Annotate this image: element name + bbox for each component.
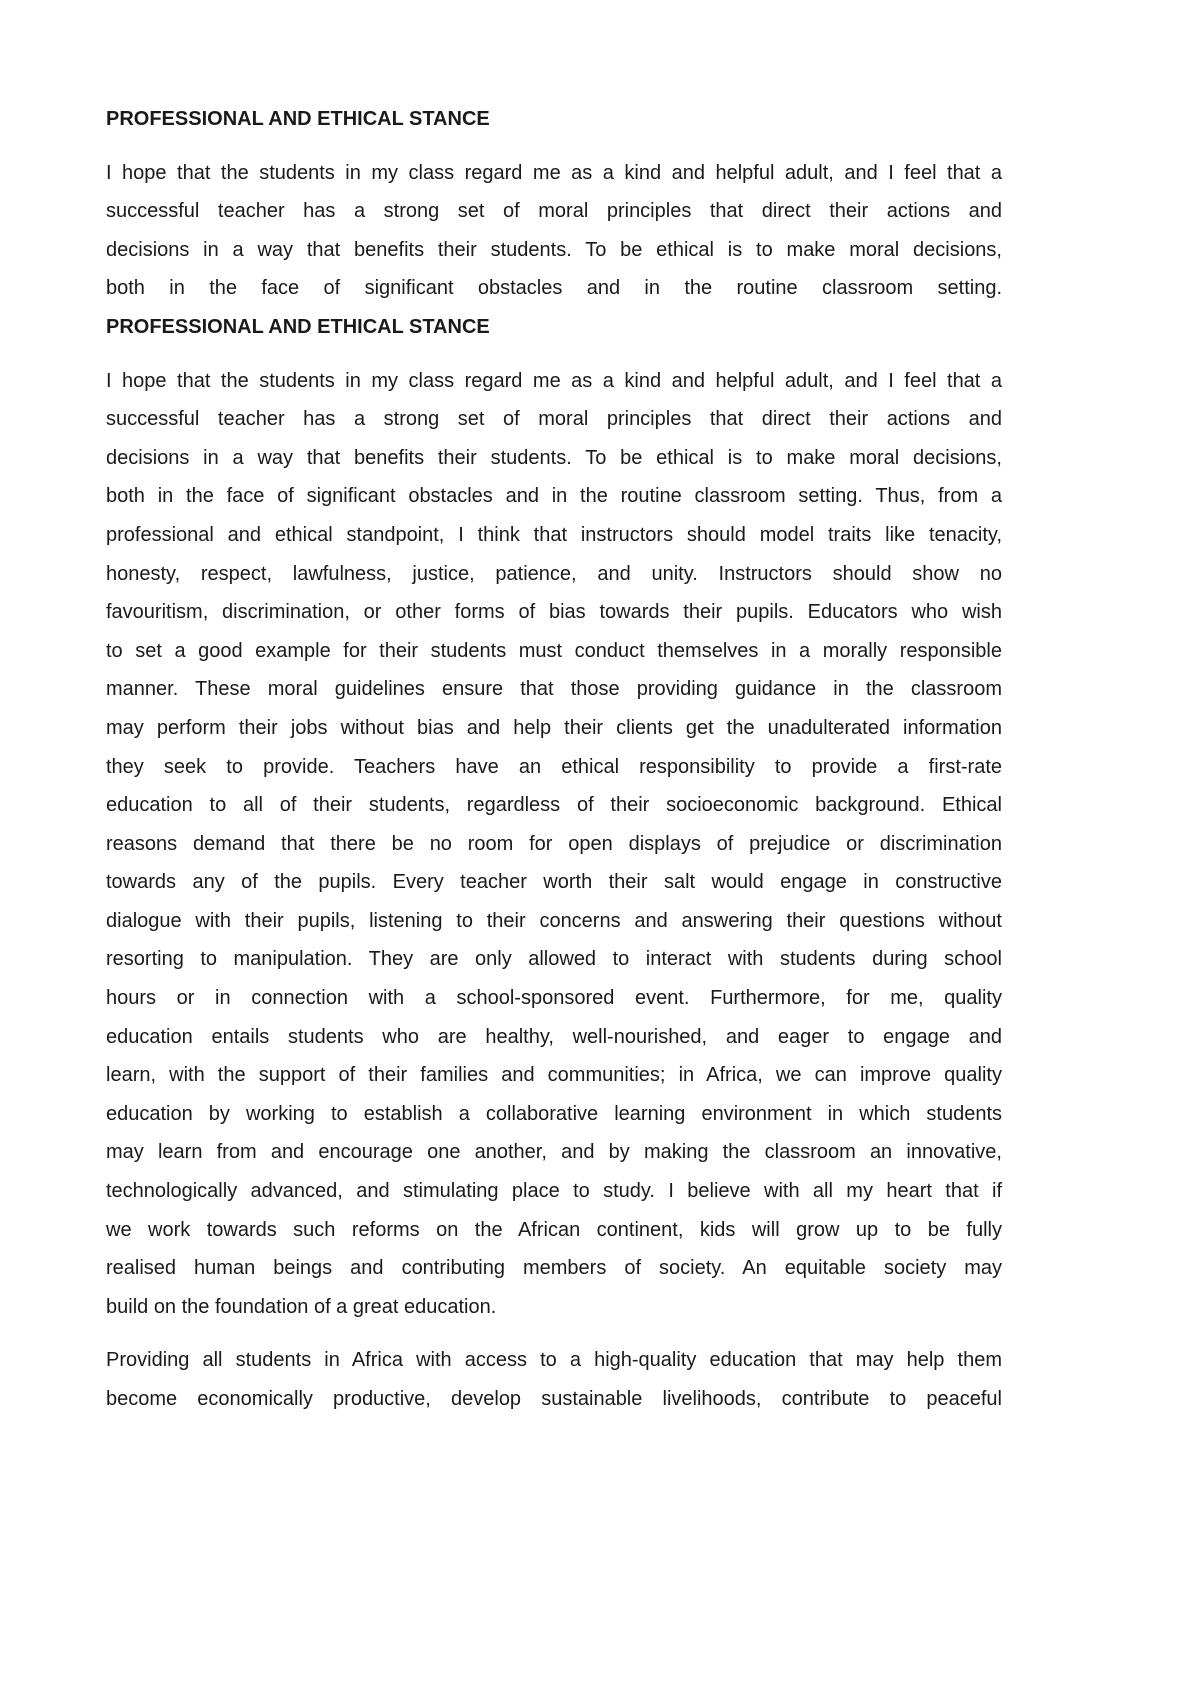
text-line: favouritism, discrimination, or other forms of bias towards their pupils. Educators who wish <box>106 601 1002 624</box>
paragraph <box>106 1341 1002 1418</box>
text-line: learn, with the support of their families and communities; in Africa, we can improve quality <box>106 1064 1002 1087</box>
spacer <box>106 347 1002 362</box>
text-line: technologically advanced, and stimulating place to study. I believe with all my heart that if <box>106 1180 1002 1203</box>
text-line: may perform their jobs without bias and help their clients get the unadulterated information <box>106 716 1002 739</box>
text-line: dialogue with their pupils, listening to their concerns and answering their questions without <box>106 909 1002 932</box>
text-line: manner. These moral guidelines ensure that those providing guidance in the classroom <box>106 678 1002 701</box>
paragraph <box>106 154 1002 308</box>
text-line: education by working to establish a collaborative learning environment in which students <box>106 1102 1002 1125</box>
document-page <box>106 100 1002 1419</box>
text-line: both in the face of significant obstacles and in the routine classroom setting. Thus, from a <box>106 485 1002 508</box>
text-line: build on the foundation of a great education. <box>106 1295 497 1318</box>
text-line: towards any of the pupils. Every teacher worth their salt would engage in constructive <box>106 871 1002 894</box>
text-line: decisions in a way that benefits their students. To be ethical is to make moral decisions, <box>106 446 1002 469</box>
spacer <box>106 139 1002 154</box>
text-line: both in the face of significant obstacles and in the routine classroom setting. <box>106 277 1002 300</box>
spacer <box>106 1326 1002 1341</box>
section-heading: PROFESSIONAL AND ETHICAL STANCE <box>106 108 490 130</box>
text-line: resorting to manipulation. They are only allowed to interact with students during school <box>106 948 1002 971</box>
text-line: hours or in connection with a school-sponsored event. Furthermore, for me, quality <box>106 987 1002 1010</box>
text-line: education to all of their students, regardless of their socioeconomic background. Ethical <box>106 794 1002 817</box>
text-line: reasons demand that there be no room for open displays of prejudice or discrimination <box>106 832 1002 855</box>
text-line: Providing all students in Africa with access to a high-quality education that may help them <box>106 1349 1002 1372</box>
text-line: they seek to provide. Teachers have an ethical responsibility to provide a first-rate <box>106 755 1002 778</box>
text-line: I hope that the students in my class regard me as a kind and helpful adult, and I feel that a <box>106 369 1002 392</box>
text-line: may learn from and encourage one another, and by making the classroom an innovative, <box>106 1141 1002 1164</box>
text-line: to set a good example for their students must conduct themselves in a morally responsible <box>106 639 1002 662</box>
text-line: successful teacher has a strong set of moral principles that direct their actions and <box>106 408 1002 431</box>
text-line: education entails students who are healthy, well-nourished, and eager to engage and <box>106 1025 1002 1048</box>
text-line: decisions in a way that benefits their students. To be ethical is to make moral decisions, <box>106 238 1002 261</box>
text-line: professional and ethical standpoint, I think that instructors should model traits like tenacity, <box>106 523 1002 546</box>
text-line: successful teacher has a strong set of moral principles that direct their actions and <box>106 200 1002 223</box>
paragraph <box>106 362 1002 1327</box>
text-line: I hope that the students in my class regard me as a kind and helpful adult, and I feel that a <box>106 161 1002 184</box>
text-line: become economically productive, develop sustainable livelihoods, contribute to peaceful <box>106 1388 1002 1410</box>
text-line: honesty, respect, lawfulness, justice, patience, and unity. Instructors should show no <box>106 562 1002 585</box>
text-line: realised human beings and contributing members of society. An equitable society may <box>106 1257 1002 1280</box>
section-heading: PROFESSIONAL AND ETHICAL STANCE <box>106 315 490 338</box>
text-line: we work towards such reforms on the African continent, kids will grow up to be fully <box>106 1218 1002 1241</box>
